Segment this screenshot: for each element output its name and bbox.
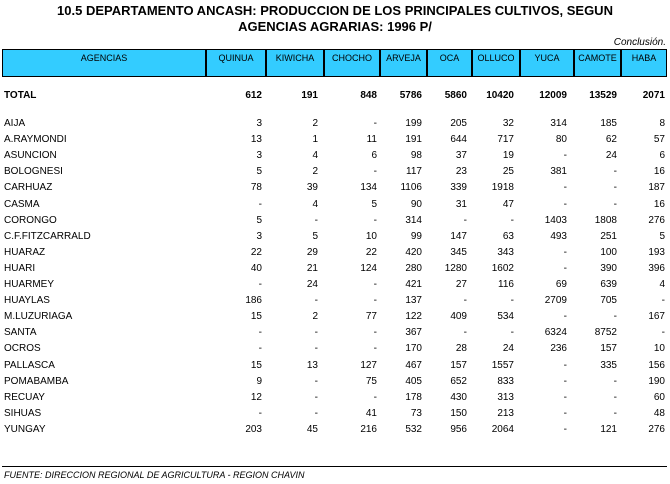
cell-camote: - [613,182,617,194]
cell-chocho: 10 [365,230,377,242]
table-row [0,293,670,309]
table-row [0,213,670,229]
cell-quinua: 40 [250,262,262,274]
cell-kiwicha: - [314,327,318,339]
cell-kiwicha: 4 [312,198,318,210]
cell-olluco: 1918 [491,182,514,194]
cell-arveja: 122 [405,311,422,323]
cell-arveja: 280 [405,262,422,274]
cell-arveja: 137 [405,295,422,307]
cell-haba: 60 [653,391,665,403]
cell-oca: 644 [450,134,467,146]
cell-oca: 150 [450,407,467,419]
cell-quinua: 22 [250,246,262,258]
cell-haba: 156 [648,359,665,371]
cell-olluco: - [510,327,514,339]
cell-olluco: 213 [497,407,514,419]
cell-oca: 205 [450,118,467,129]
cell-quinua: 203 [245,423,262,435]
cell-haba: 167 [648,311,665,323]
agency-name: SANTA [4,327,37,339]
cell-yuca: - [563,391,567,403]
table-row [0,277,670,293]
cell-olluco: 343 [497,246,514,258]
agency-name: PALLASCA [4,359,55,371]
cell-camote: 13529 [589,90,617,101]
cell-chocho: - [373,343,377,355]
cell-quinua: 78 [250,182,262,194]
cell-haba: 57 [653,134,665,146]
cell-oca: 956 [450,423,467,435]
cell-arveja: 467 [405,359,422,371]
cell-olluco: 116 [498,279,514,290]
cell-arveja: 90 [410,198,422,210]
cell-olluco: 1602 [491,262,514,274]
cell-kiwicha: 2 [312,166,318,178]
cell-yuca: - [563,198,567,210]
cell-yuca: 381 [550,166,567,178]
cell-arveja: 1106 [400,182,422,194]
total-row [0,88,670,104]
agency-name: BOLOGNESI [4,166,63,178]
table-row [0,164,670,180]
cell-camote: - [613,375,617,387]
cell-arveja: 170 [405,343,422,355]
cell-oca: 652 [450,375,467,387]
column-header-haba: HABA [621,49,667,77]
cell-kiwicha: 29 [306,246,318,258]
cell-kiwicha: - [314,407,318,419]
cell-olluco: 534 [497,311,514,323]
cell-yuca: 1403 [544,214,567,226]
cell-haba: 276 [648,423,665,435]
table-row [0,390,670,406]
cell-olluco: 1557 [491,359,514,371]
cell-chocho: 127 [360,359,377,371]
agency-name: A.RAYMONDI [4,134,67,146]
cell-camote: 157 [600,343,617,355]
cell-quinua: - [258,343,262,355]
cell-arveja: 191 [405,134,422,146]
cell-camote: - [613,391,617,403]
cell-camote: - [613,166,617,178]
column-header-agencias: AGENCIAS [2,49,206,77]
cell-chocho: - [373,118,377,129]
agency-name: C.F.FITZCARRALD [4,230,91,242]
cell-chocho: 6 [371,150,377,162]
cell-haba: 187 [648,182,665,194]
cell-chocho: 216 [360,423,377,435]
cell-olluco: - [510,295,514,307]
cell-oca: 147 [450,230,467,242]
cell-oca: 1280 [444,262,467,274]
cell-yuca: 2709 [544,295,567,307]
cell-oca: 430 [450,391,467,403]
cell-quinua: 12 [250,391,262,403]
cell-olluco: 47 [502,198,514,210]
table-row [0,245,670,261]
cell-haba: 5 [659,230,665,242]
cell-quinua: - [258,327,262,339]
cell-kiwicha: 2 [312,118,318,129]
cell-chocho: 848 [360,90,377,101]
cell-quinua: 186 [245,295,262,307]
cell-haba: 8 [659,118,665,129]
agency-name: ASUNCION [4,150,57,162]
cell-arveja: 73 [410,407,422,419]
cell-quinua: 5 [256,214,262,226]
cell-camote: - [613,311,617,323]
cell-olluco: 10420 [486,90,514,101]
column-header-oca: OCA [427,49,472,77]
cell-camote: - [613,407,617,419]
cell-quinua: 3 [256,230,262,242]
cell-chocho: - [373,327,377,339]
column-header-olluco: OLLUCO [472,49,520,77]
agency-name: CORONGO [4,214,57,226]
cell-quinua: 15 [250,311,262,323]
cell-olluco: 833 [497,375,514,387]
cell-olluco: 32 [502,118,514,129]
cell-oca: - [463,295,467,307]
cell-camote: 121 [600,423,617,435]
table-title-line1: 10.5 DEPARTAMENTO ANCASH: PRODUCCION DE LOS PRINCIPALES CULTIVOS, SEGUN [57,3,613,18]
cell-kiwicha: 13 [306,359,318,371]
cell-arveja: 178 [405,391,422,403]
cell-camote: 24 [605,150,617,162]
cell-yuca: - [563,311,567,323]
cell-yuca: 80 [555,134,567,146]
cell-chocho: 5 [371,198,377,210]
footer-divider [2,466,667,467]
cell-camote: 705 [600,295,617,307]
table-row [0,261,670,277]
table-title-line2: AGENCIAS AGRARIAS: 1996 P/ [238,19,432,34]
table-row [0,358,670,374]
cell-olluco: - [510,214,514,226]
cell-oca: 27 [455,279,467,290]
cell-oca: 31 [455,198,467,210]
cell-oca: 37 [455,150,467,162]
cell-oca: 339 [450,182,467,194]
agency-name: AIJA [4,118,26,129]
cell-haba: 16 [653,198,665,210]
cell-oca: - [463,214,467,226]
cell-chocho: - [373,166,377,178]
table-row [0,325,670,341]
cell-kiwicha: - [314,295,318,307]
cell-kiwicha: 2 [312,311,318,323]
cell-yuca: 493 [550,230,567,242]
cell-chocho: - [373,279,377,290]
cell-quinua: - [258,198,262,210]
table-row [0,148,670,164]
cell-yuca: - [563,423,567,435]
cell-chocho: 134 [360,182,377,194]
cell-kiwicha: - [314,391,318,403]
source-footer: FUENTE: DIRECCION REGIONAL DE AGRICULTURA - REGION CHAVIN [4,470,305,480]
cell-camote: 8752 [594,327,617,339]
agency-name: CASMA [4,198,40,210]
cell-olluco: 63 [502,230,514,242]
cell-yuca: - [563,150,567,162]
cell-chocho: 124 [360,262,377,274]
cell-arveja: 98 [410,150,422,162]
column-header-camote: CAMOTE [574,49,621,77]
cell-arveja: 405 [405,375,422,387]
cell-arveja: 5786 [399,90,422,101]
cell-olluco: 717 [497,134,514,146]
cell-yuca: - [563,246,567,258]
cell-arveja: 314 [405,214,422,226]
cell-yuca: - [563,375,567,387]
cell-quinua: 5 [256,166,262,178]
table-row [0,309,670,325]
cell-chocho: 75 [365,375,377,387]
conclusion-note: Conclusión. [613,37,666,48]
table-row [0,341,670,357]
cell-chocho: - [373,295,377,307]
cell-chocho: 77 [365,311,377,323]
cell-oca: 409 [450,311,467,323]
cell-haba: - [661,327,665,339]
cell-oca: 345 [450,246,467,258]
cell-arveja: 420 [405,246,422,258]
agency-name: RECUAY [4,391,45,403]
cell-quinua: - [258,279,262,290]
agency-name: SIHUAS [4,407,42,419]
cell-oca: - [463,327,467,339]
cell-chocho: 11 [366,134,377,146]
cell-arveja: 367 [405,327,422,339]
table-row [0,229,670,245]
agency-name: M.LUZURIAGA [4,311,73,323]
column-header-kiwicha: KIWICHA [266,49,324,77]
cell-oca: 23 [455,166,467,178]
agency-name: CARHUAZ [4,182,53,194]
agency-name: OCROS [4,343,41,355]
cell-yuca: 314 [550,118,567,129]
cell-oca: 28 [455,343,467,355]
table-row [0,374,670,390]
cell-kiwicha: - [314,375,318,387]
cell-haba: 16 [653,166,665,178]
cell-yuca: - [563,407,567,419]
agency-name: POMABAMBA [4,375,69,387]
cell-arveja: 99 [410,230,422,242]
cell-camote: 1808 [594,214,617,226]
column-header-arveja: ARVEJA [380,49,427,77]
agency-name: HUARMEY [4,279,55,290]
agency-name: HUARAZ [4,246,46,258]
table-row [0,406,670,422]
cell-kiwicha: 21 [306,262,318,274]
cell-haba: 190 [648,375,665,387]
cell-olluco: 313 [497,391,514,403]
cell-arveja: 421 [405,279,422,290]
cell-camote: 251 [600,230,617,242]
cell-camote: 100 [600,246,617,258]
cell-camote: 62 [605,134,617,146]
cell-yuca: 69 [555,279,567,290]
cell-camote: 390 [600,262,617,274]
table-row [0,132,670,148]
cell-haba: 4 [659,279,665,290]
cell-quinua: - [258,407,262,419]
cell-kiwicha: 4 [312,150,318,162]
cell-haba: 2071 [642,90,665,101]
column-header-quinua: QUINUA [206,49,266,77]
cell-arveja: 199 [405,118,422,129]
cell-kiwicha: - [314,343,318,355]
cell-kiwicha: 1 [312,134,318,146]
agency-name: HUAYLAS [4,295,50,307]
cell-chocho: - [373,391,377,403]
table-row [0,180,670,196]
agency-name: YUNGAY [4,423,46,435]
cell-camote: 335 [600,359,617,371]
cell-yuca: 6324 [544,327,567,339]
cell-quinua: 3 [256,150,262,162]
cell-chocho: - [373,214,377,226]
cell-kiwicha: 5 [312,230,318,242]
cell-quinua: 9 [256,375,262,387]
cell-quinua: 13 [250,134,262,146]
cell-camote: - [613,198,617,210]
cell-arveja: 532 [405,423,422,435]
table-row [0,422,670,438]
cell-kiwicha: - [314,214,318,226]
cell-quinua: 15 [250,359,262,371]
cell-yuca: 12009 [539,90,567,101]
column-header-chocho: CHOCHO [324,49,380,77]
cell-kiwicha: 24 [306,279,318,290]
cell-kiwicha: 39 [306,182,318,194]
table-header [2,49,667,77]
cell-oca: 5860 [444,90,467,101]
cell-yuca: 236 [550,343,567,355]
cell-kiwicha: 191 [301,90,318,101]
cell-olluco: 24 [502,343,514,355]
cell-yuca: - [563,262,567,274]
cell-olluco: 19 [502,150,514,162]
cell-olluco: 25 [502,166,514,178]
cell-olluco: 2064 [491,423,514,435]
agency-name: HUARI [4,262,36,274]
cell-camote: 639 [600,279,617,290]
cell-haba: 193 [648,246,665,258]
cell-haba: - [661,295,665,307]
cell-camote: 185 [600,118,617,129]
cell-yuca: - [563,359,567,371]
cell-quinua: 612 [245,90,262,101]
cell-haba: 6 [659,150,665,162]
cell-yuca: - [563,182,567,194]
cell-haba: 276 [648,214,665,226]
cell-haba: 396 [648,262,665,274]
cell-chocho: 41 [365,407,377,419]
cell-quinua: 3 [256,118,262,129]
cell-chocho: 22 [365,246,377,258]
agency-name: TOTAL [4,90,37,101]
cell-kiwicha: 45 [306,423,318,435]
table-row [0,197,670,213]
cell-haba: 10 [653,343,665,355]
cell-haba: 48 [653,407,665,419]
column-header-yuca: YUCA [520,49,574,77]
table-row [0,116,670,132]
cell-oca: 157 [450,359,467,371]
cell-arveja: 117 [406,166,422,178]
